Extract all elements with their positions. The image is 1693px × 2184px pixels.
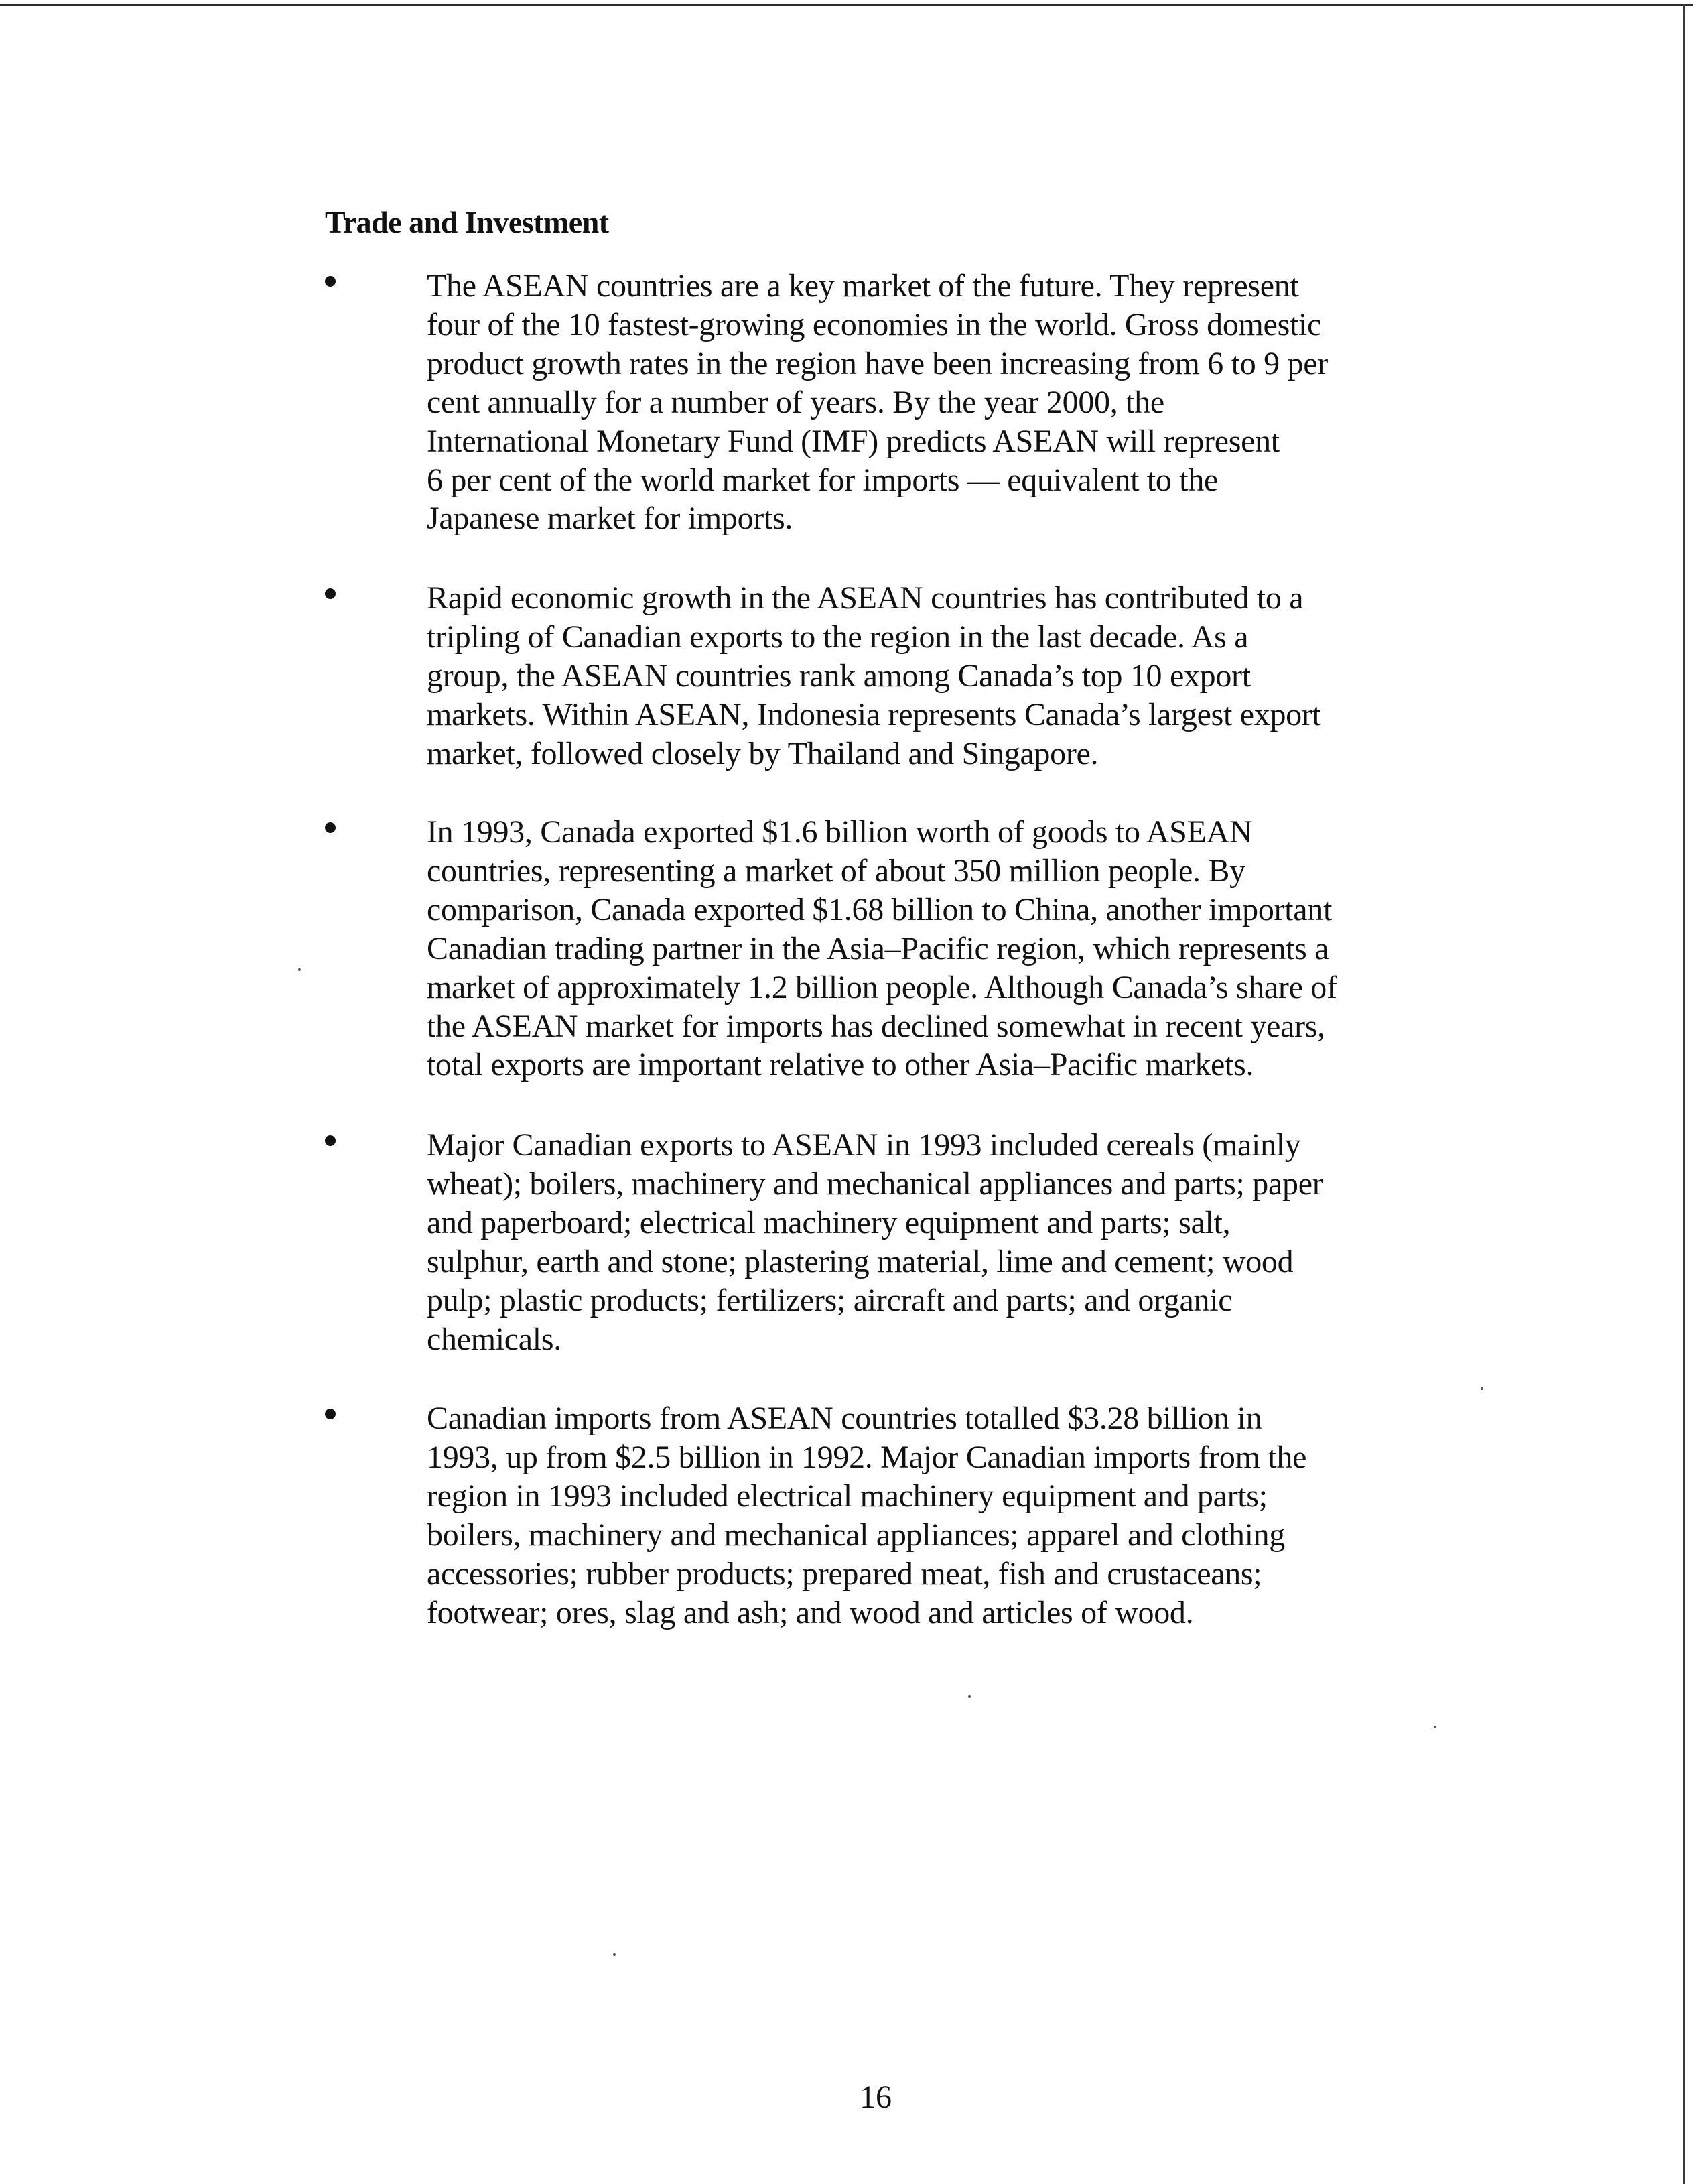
bullet-paragraph [427,1399,1445,1632]
scan-top-edge [0,4,1693,6]
bullet-dot-icon [325,1409,336,1419]
text-line: Major Canadian exports to ASEAN in 1993 included cereals (mainly [427,1127,1301,1163]
scan-speck [298,968,301,971]
scan-speck [1434,1726,1436,1728]
section-heading: Trade and Investment [325,205,609,239]
text-line: 1993, up from $2.5 billion in 1992. Major Canadian imports from the [427,1439,1307,1475]
text-line: accessories; rubber products; prepared meat, fish and crustaceans; [427,1555,1262,1592]
text-line: 6 per cent of the world market for imports — equivalent to the [427,462,1219,498]
scan-speck [1481,1387,1483,1390]
text-line: four of the 10 fastest-growing economies in the world. Gross domestic [427,306,1322,342]
bullet-paragraph [427,1126,1445,1358]
bullet-dot-icon [325,1135,336,1146]
text-line: Rapid economic growth in the ASEAN countries has contributed to a [427,580,1304,616]
scan-right-edge [1683,4,1685,2184]
bullet-paragraph [427,813,1445,1084]
text-line: product growth rates in the region have been increasing from 6 to 9 per [427,345,1328,381]
text-line: market of approximately 1.2 billion people. Although Canada’s share of [427,969,1337,1005]
text-line: chemicals. [427,1321,561,1357]
text-line: pulp; plastic products; fertilizers; aircraft and parts; and organic [427,1282,1233,1318]
text-line: market, followed closely by Thailand and Singapore. [427,735,1099,771]
text-line: wheat); boilers, machinery and mechanical appliances and parts; paper [427,1165,1323,1202]
text-line: The ASEAN countries are a key market of the future. They represent [427,268,1299,304]
scan-speck [613,1953,616,1956]
bullet-dot-icon [325,276,336,287]
page-number: 16 [860,2079,892,2115]
bullet-dot-icon [325,588,336,599]
text-line: footwear; ores, slag and ash; and wood and articles of wood. [427,1594,1194,1630]
text-line: boilers, machinery and mechanical appliances; apparel and clothing [427,1517,1286,1553]
text-line: Japanese market for imports. [427,501,793,537]
text-line: sulphur, earth and stone; plastering material, lime and cement; wood [427,1243,1294,1279]
text-line: cent annually for a number of years. By the year 2000, the [427,384,1164,420]
text-line: and paperboard; electrical machinery equipment and parts; salt, [427,1204,1231,1240]
text-line: tripling of Canadian exports to the region in the last decade. As a [427,619,1249,655]
text-line: comparison, Canada exported $1.68 billion to China, another important [427,891,1333,927]
text-line: In 1993, Canada exported $1.6 billion worth of goods to ASEAN [427,814,1253,850]
bullet-dot-icon [325,822,336,833]
bullet-paragraph [427,579,1445,773]
text-line: countries, representing a market of about 350 million people. By [427,852,1245,889]
text-line: group, the ASEAN countries rank among Canada’s top 10 export [427,657,1251,694]
bullet-paragraph [427,267,1445,538]
text-line: region in 1993 included electrical machinery equipment and parts; [427,1478,1268,1514]
text-line: markets. Within ASEAN, Indonesia represents Canada’s largest export [427,696,1321,732]
text-line: total exports are important relative to other Asia–Pacific markets. [427,1047,1254,1083]
text-line: Canadian imports from ASEAN countries totalled $3.28 billion in [427,1401,1262,1436]
text-line: Canadian trading partner in the Asia–Pacific region, which represents a [427,930,1329,966]
text-line: International Monetary Fund (IMF) predicts ASEAN will represent [427,423,1280,459]
text-line: the ASEAN market for imports has declined somewhat in recent years, [427,1008,1325,1044]
scan-speck [968,1695,971,1698]
